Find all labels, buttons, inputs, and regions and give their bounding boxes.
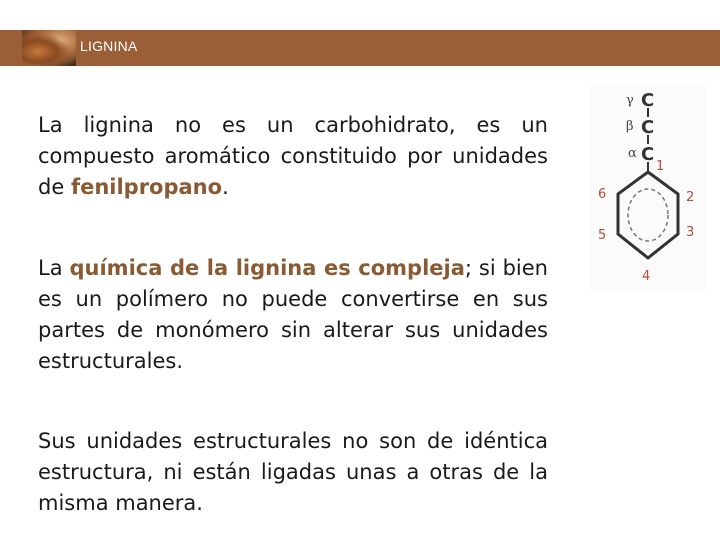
position-4: 4 xyxy=(642,269,651,284)
paragraph-definition xyxy=(38,110,548,203)
p1-text: La lignina no es un carbohidrato, es un compuesto aromático constituido por unidades de xyxy=(38,113,548,199)
position-6: 6 xyxy=(598,187,607,202)
position-1: 1 xyxy=(656,159,665,174)
carbon-alpha: C xyxy=(641,144,655,165)
paragraph-structure xyxy=(38,426,548,519)
p2-end: ; si bien es un polímero no puede convertirse en sus partes de monómero sin alterar sus unidades estructurales. xyxy=(38,256,548,373)
carbon-gamma: C xyxy=(641,90,655,111)
alpha-label: α xyxy=(628,146,637,161)
beta-label: β xyxy=(626,119,634,134)
phenylpropane-svg xyxy=(590,84,706,290)
carbon-beta: C xyxy=(641,117,655,138)
p2-text: La xyxy=(38,256,70,280)
p1-highlight: fenilpropano xyxy=(70,175,223,199)
gamma-label: γ xyxy=(626,93,634,108)
lignin-thumbnail-image xyxy=(22,30,76,66)
slide-title: LIGNINA xyxy=(80,38,138,54)
p2-highlight: química de la lignina es compleja xyxy=(69,256,465,280)
p3-text: Sus unidades estructurales no son de idéntica estructura, ni están ligadas unas a otras de la misma manera. xyxy=(38,429,548,515)
position-2: 2 xyxy=(686,190,695,205)
position-3: 3 xyxy=(686,225,695,240)
phenylpropane-diagram xyxy=(590,84,706,290)
p1-end: . xyxy=(222,175,229,199)
position-5: 5 xyxy=(598,228,607,243)
aromatic-circle xyxy=(628,189,668,241)
benzene-ring xyxy=(618,172,678,258)
paragraph-chemistry xyxy=(38,253,548,377)
